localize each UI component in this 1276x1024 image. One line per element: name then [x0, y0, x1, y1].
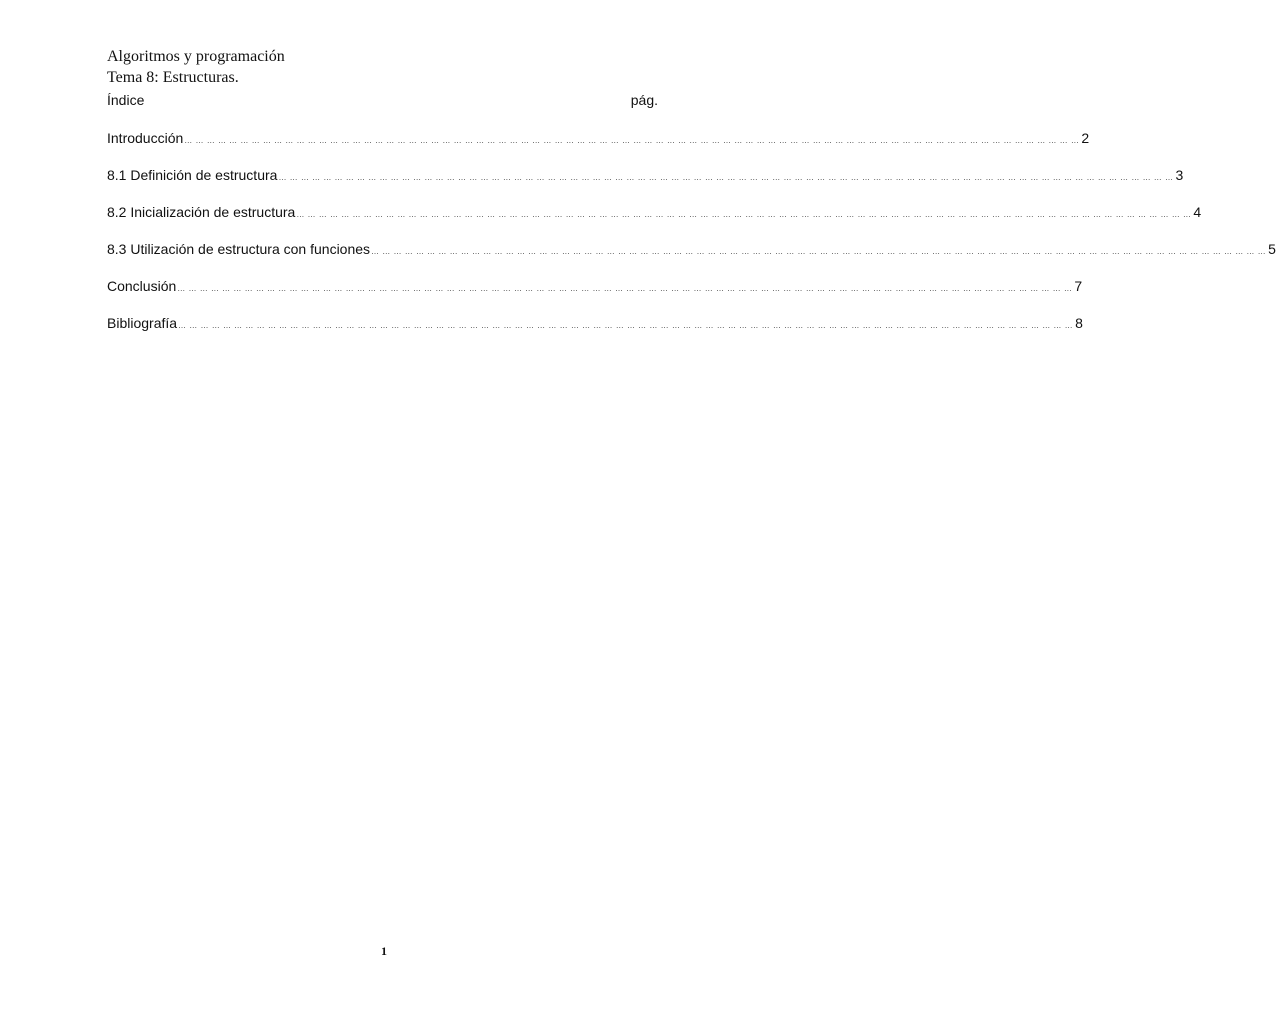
- toc-dot-leader: … … … … … … … … … … … … … … … … … … … … … … … … … … … … … … … … … … … … … … … … … … … … … … … … … … … … … … … … … … … … … … … … … … … … … … … … … … … … … … … …: [177, 284, 1073, 293]
- toc-entry-page: 8: [1075, 315, 1083, 331]
- toc-dot-leader: … … … … … … … … … … … … … … … … … … … … … … … … … … … … … … … … … … … … … … … … … … … … … … … … … … … … … … … … … … … … … … … … … … … … … … … … … … … … … … … …: [278, 173, 1174, 182]
- toc-entry-label: 8.2 Inicialización de estructura: [107, 204, 296, 220]
- toc-dot-leader: … … … … … … … … … … … … … … … … … … … … … … … … … … … … … … … … … … … … … … … … … … … … … … … … … … … … … … … … … … … … … … … … … … … … … … … … … … … … … … … …: [184, 136, 1080, 145]
- toc-heading: Índice: [107, 92, 145, 108]
- toc-dot-leader: … … … … … … … … … … … … … … … … … … … … … … … … … … … … … … … … … … … … … … … … … … … … … … … … … … … … … … … … … … … … … … … … … … … … … … … … … … … … … … … …: [296, 210, 1192, 219]
- toc-entry-label: Conclusión: [107, 278, 177, 294]
- toc-dot-leader: … … … … … … … … … … … … … … … … … … … … … … … … … … … … … … … … … … … … … … … … … … … … … … … … … … … … … … … … … … … … … … … … … … … … … … … … … … … … … … … …: [371, 247, 1267, 256]
- toc-entry-page: 3: [1175, 167, 1184, 183]
- toc-dot-leader: … … … … … … … … … … … … … … … … … … … … … … … … … … … … … … … … … … … … … … … … … … … … … … … … … … … … … … … … … … … … … … … … … … … … … … … … … … … … … … … …: [178, 321, 1074, 330]
- toc-entry-label: 8.3 Utilización de estructura con funciones: [107, 241, 371, 257]
- toc-entry: [107, 166, 1184, 184]
- table-of-contents: [107, 129, 1276, 351]
- toc-entry-label: Introducción: [107, 130, 184, 146]
- toc-entry-page: 4: [1193, 204, 1202, 220]
- page-number: 1: [381, 944, 387, 958]
- toc-entry-page: 7: [1074, 278, 1083, 294]
- toc-entry: [107, 129, 1090, 147]
- toc-entry: [107, 203, 1202, 221]
- toc-entry-label: Bibliografía: [107, 315, 178, 331]
- toc-entry-label: 8.1 Definición de estructura: [107, 167, 278, 183]
- toc-page-column-label: pág.: [630, 92, 658, 108]
- toc-entry: [107, 240, 1276, 258]
- toc-entry: [107, 314, 1083, 332]
- toc-entry: [107, 277, 1083, 295]
- document-subtitle: Tema 8: Estructuras.: [107, 69, 239, 86]
- toc-entry-page: 2: [1081, 130, 1090, 146]
- toc-header: [107, 91, 658, 109]
- document-title: Algoritmos y programación: [107, 48, 285, 65]
- toc-entry-page: 5: [1268, 241, 1276, 257]
